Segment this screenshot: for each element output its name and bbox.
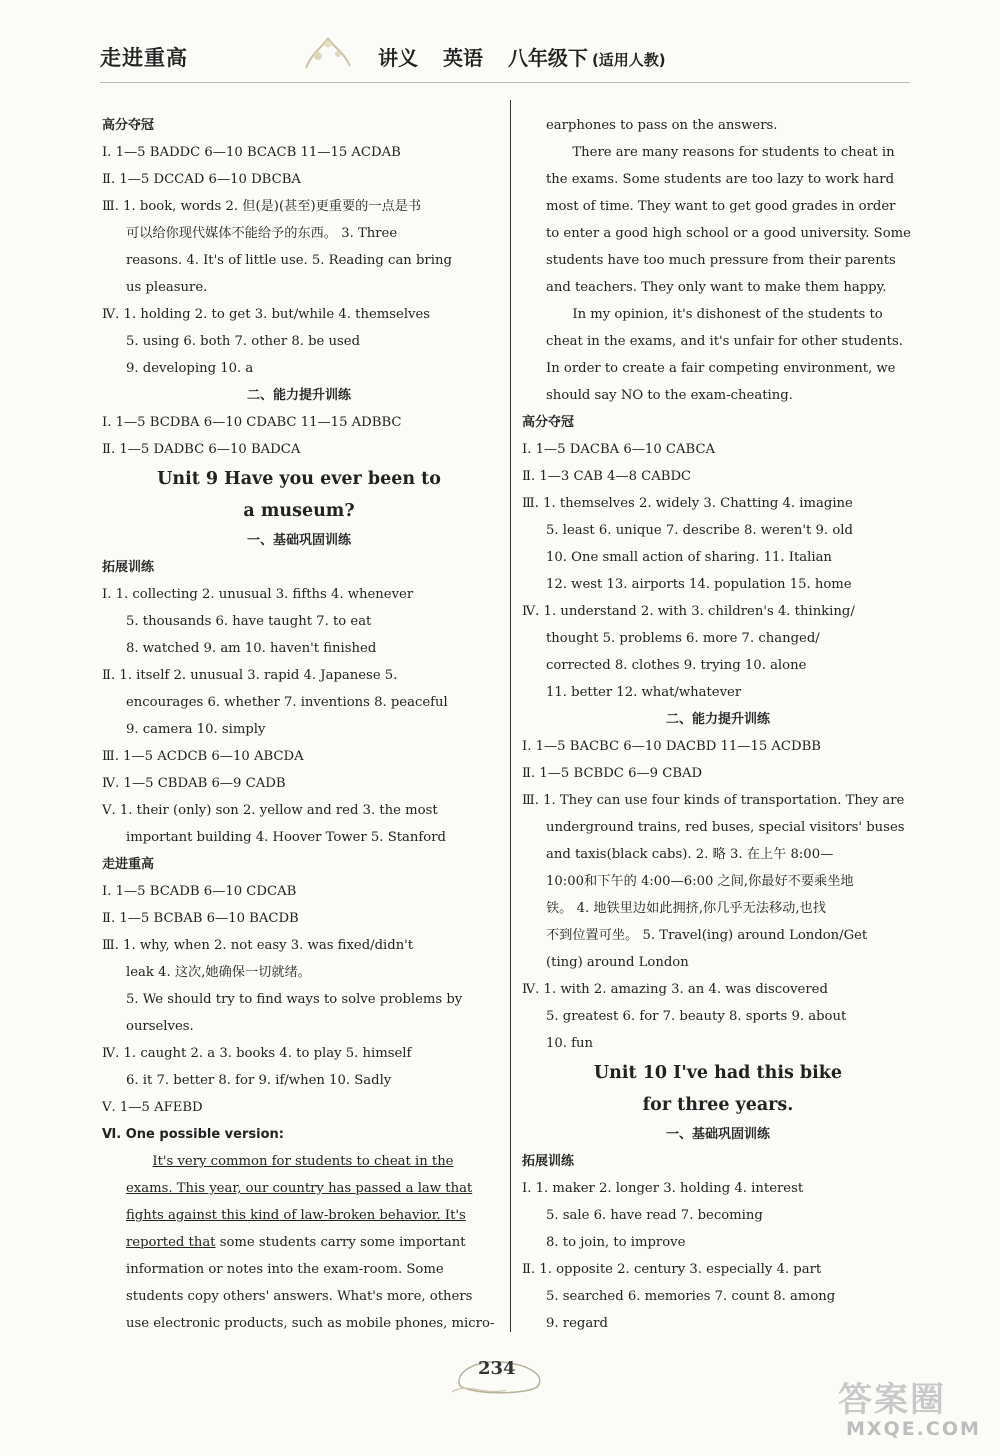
unit-title: a museum? <box>243 501 355 521</box>
left-column <box>102 112 496 1337</box>
answer-line: Ⅰ. 1—5 BACBC 6—10 DACBD 11—15 ACDBB <box>522 739 821 754</box>
answer-line: the exams. Some students are too lazy to work hard <box>546 172 895 187</box>
answer-line: underground trains, red buses, special visitors' buses <box>546 820 905 835</box>
answer-line: Ⅰ. 1—5 BADDC 6—10 BCACB 11—15 ACDAB <box>102 145 401 160</box>
answer-line: Ⅰ. 1—5 BCDBA 6—10 CDABC 11—15 ADBBC <box>102 415 402 430</box>
answer-line: and teachers. They only want to make them happy. <box>546 280 887 295</box>
answer-line: 9. developing 10. a <box>126 361 254 376</box>
answer-line: 可以给你现代媒体不能给予的东西。 3. Three <box>126 226 398 241</box>
essay-line <box>102 1229 496 1256</box>
section-heading: 走进重高 <box>102 857 155 872</box>
answer-line: 铁。 4. 地铁里边如此拥挤,你几乎无法移动,也找 <box>546 901 826 916</box>
section-heading: 拓展训练 <box>522 1154 575 1169</box>
answer-line: Ⅱ. 1—5 DCCAD 6—10 DBCBA <box>102 172 301 187</box>
header-item-subject: 英语 <box>442 46 483 70</box>
answer-line: use electronic products, such as mobile phones, micro- <box>126 1316 495 1331</box>
answer-line: leak 4. 这次,她确保一切就绪。 <box>126 965 311 980</box>
answer-line: and taxis(black cabs). 2. 略 3. 在上午 8:00— <box>546 847 834 862</box>
essay-paragraph-start: In my opinion, it's dishonest of the students to <box>572 307 883 322</box>
answer-line: Ⅴ. 1—5 AFEBD <box>102 1100 203 1115</box>
answer-line: Ⅳ. 1. caught 2. a 3. books 4. to play 5. himself <box>102 1046 412 1061</box>
answer-line: Ⅲ. 1. themselves 2. widely 3. Chatting 4. imagine <box>522 496 853 511</box>
answer-line: 5. searched 6. memories 7. count 8. among <box>546 1289 836 1304</box>
answer-line: Ⅳ. 1. holding 2. to get 3. but/while 4. themselves <box>102 307 431 322</box>
answer-line: Ⅲ. 1. book, words 2. 但(是)(甚至)更重要的一点是书 <box>102 199 422 214</box>
watermark-logo <box>838 1372 988 1448</box>
underlined-phrase: reported that <box>126 1235 216 1250</box>
watermark-url: MXQE.COM <box>846 1418 981 1440</box>
watermark-text: 答案圈 <box>838 1380 946 1420</box>
answer-line: Ⅴ. 1. their (only) son 2. yellow and red 3. the most <box>102 803 438 818</box>
subsection-heading: 一、基础巩固训练 <box>246 533 351 548</box>
answer-line: In order to create a fair competing environment, we <box>546 361 896 376</box>
unit-title: for three years. <box>642 1095 794 1115</box>
answer-line: 9. regard <box>546 1316 608 1331</box>
header-breadcrumb <box>378 42 684 71</box>
essay-underlined-line: It's very common for students to cheat in the <box>152 1154 454 1169</box>
page-number: 234 <box>478 1358 516 1379</box>
answer-line: information or notes into the exam-room. Some <box>126 1262 444 1277</box>
answer-line: corrected 8. clothes 9. trying 10. alone <box>546 658 807 673</box>
section-heading: 高分夺冠 <box>522 415 575 430</box>
answer-line: Ⅰ. 1—5 BCADB 6—10 CDCAB <box>102 884 297 899</box>
book-brand: 走进重高 <box>100 46 188 70</box>
answer-line: 5. thousands 6. have taught 7. to eat <box>126 614 372 629</box>
answer-line: Ⅱ. 1—5 BCBAB 6—10 BACDB <box>102 911 299 926</box>
answer-line: 不到位置可坐。 5. Travel(ing) around London/Get <box>546 928 868 943</box>
section-heading: 拓展训练 <box>102 560 155 575</box>
essay-paragraph-start: There are many reasons for students to cheat in <box>572 145 895 160</box>
answer-line: students have too much pressure from their parents <box>546 253 896 268</box>
subsection-heading: 二、能力提升训练 <box>246 388 351 403</box>
answer-line: Ⅱ. 1—5 BCBDC 6—9 CBAD <box>522 766 703 781</box>
answer-line: 8. to join, to improve <box>546 1235 686 1250</box>
answer-line: 12. west 13. airports 14. population 15. home <box>546 577 852 592</box>
answer-line: encourages 6. whether 7. inventions 8. peaceful <box>126 695 448 710</box>
answer-line: Ⅲ. 1. why, when 2. not easy 3. was fixed/didn't <box>102 938 414 953</box>
answer-line: Ⅰ. 1—5 DACBA 6—10 CABCA <box>522 442 716 457</box>
floral-ornament-icon <box>298 32 358 76</box>
essay-text: some students carry some important <box>215 1235 466 1250</box>
answer-line: Ⅱ. 1. opposite 2. century 3. especially 4. part <box>522 1262 822 1277</box>
essay-underlined-line: fights against this kind of law-broken behavior. It's <box>126 1208 466 1223</box>
answer-line: reasons. 4. It's of little use. 5. Reading can bring <box>126 253 452 268</box>
right-column <box>522 112 914 1337</box>
answer-line: 5. using 6. both 7. other 8. be used <box>126 334 361 349</box>
page-header <box>100 38 920 78</box>
answer-line: Ⅳ. 1. understand 2. with 3. children's 4. thinking/ <box>522 604 855 619</box>
answer-line: 5. least 6. unique 7. describe 8. weren't 9. old <box>546 523 853 538</box>
answer-line: earphones to pass on the answers. <box>546 118 778 133</box>
answer-line: 5. We should try to find ways to solve problems by <box>126 992 463 1007</box>
answer-line: 10. One small action of sharing. 11. Italian <box>546 550 832 565</box>
answer-line: Ⅰ. 1. collecting 2. unusual 3. fifths 4. whenever <box>102 587 414 602</box>
section-heading: 高分夺冠 <box>102 118 155 133</box>
answer-line: most of time. They want to get good grades in order <box>546 199 896 214</box>
column-divider <box>510 100 511 1332</box>
unit-title: Unit 9 Have you ever been to <box>157 469 441 489</box>
unit-title: Unit 10 I've had this bike <box>593 1063 843 1083</box>
header-edition: (适用人教) <box>591 51 666 69</box>
answer-line: Ⅲ. 1. They can use four kinds of transportation. They are <box>522 793 905 808</box>
subsection-heading: 二、能力提升训练 <box>665 712 770 727</box>
answer-line: Ⅰ. 1. maker 2. longer 3. holding 4. interest <box>522 1181 804 1196</box>
answer-line: 10. fun <box>546 1036 594 1051</box>
answer-line: 6. it 7. better 8. for 9. if/when 10. Sadly <box>126 1073 392 1088</box>
answer-line: ourselves. <box>126 1019 194 1034</box>
answer-line: Ⅱ. 1—5 DADBC 6—10 BADCA <box>102 442 301 457</box>
answer-line: us pleasure. <box>126 280 208 295</box>
header-item-grade: 八年级下 <box>507 46 588 70</box>
answer-line: to enter a good high school or a good university. Some <box>546 226 911 241</box>
answer-line: 11. better 12. what/whatever <box>546 685 742 700</box>
answer-line: thought 5. problems 6. more 7. changed/ <box>546 631 820 646</box>
answer-line: important building 4. Hoover Tower 5. Stanford <box>126 830 446 845</box>
section-heading: Ⅵ. One possible version: <box>102 1127 284 1142</box>
answer-line: Ⅱ. 1—3 CAB 4—8 CABDC <box>522 469 692 484</box>
answer-line: should say NO to the exam-cheating. <box>546 388 793 403</box>
answer-line: 5. greatest 6. for 7. beauty 8. sports 9. about <box>546 1009 847 1024</box>
header-rule <box>100 82 910 83</box>
answer-line: 9. camera 10. simply <box>126 722 266 737</box>
answer-line: 10:00和下午的 4:00—6:00 之间,你最好不要乘坐地 <box>546 874 854 889</box>
answer-line: Ⅳ. 1—5 CBDAB 6—9 CADB <box>102 776 286 791</box>
subsection-heading: 一、基础巩固训练 <box>665 1127 770 1142</box>
answer-line: students copy others' answers. What's more, others <box>126 1289 473 1304</box>
answer-line: Ⅲ. 1—5 ACDCB 6—10 ABCDA <box>102 749 304 764</box>
header-item-lecture: 讲义 <box>378 46 418 70</box>
answer-line: 5. sale 6. have read 7. becoming <box>546 1208 763 1223</box>
answer-line: (ting) around London <box>546 955 689 970</box>
page-footer <box>446 1352 556 1400</box>
answer-line: cheat in the exams, and it's unfair for other students. <box>546 334 903 349</box>
answer-line: Ⅳ. 1. with 2. amazing 3. an 4. was discovered <box>522 982 828 997</box>
essay-underlined-line: exams. This year, our country has passed a law that <box>126 1181 473 1196</box>
answer-line: 8. watched 9. am 10. haven't finished <box>126 641 377 656</box>
answer-line: Ⅱ. 1. itself 2. unusual 3. rapid 4. Japanese 5. <box>102 668 398 683</box>
